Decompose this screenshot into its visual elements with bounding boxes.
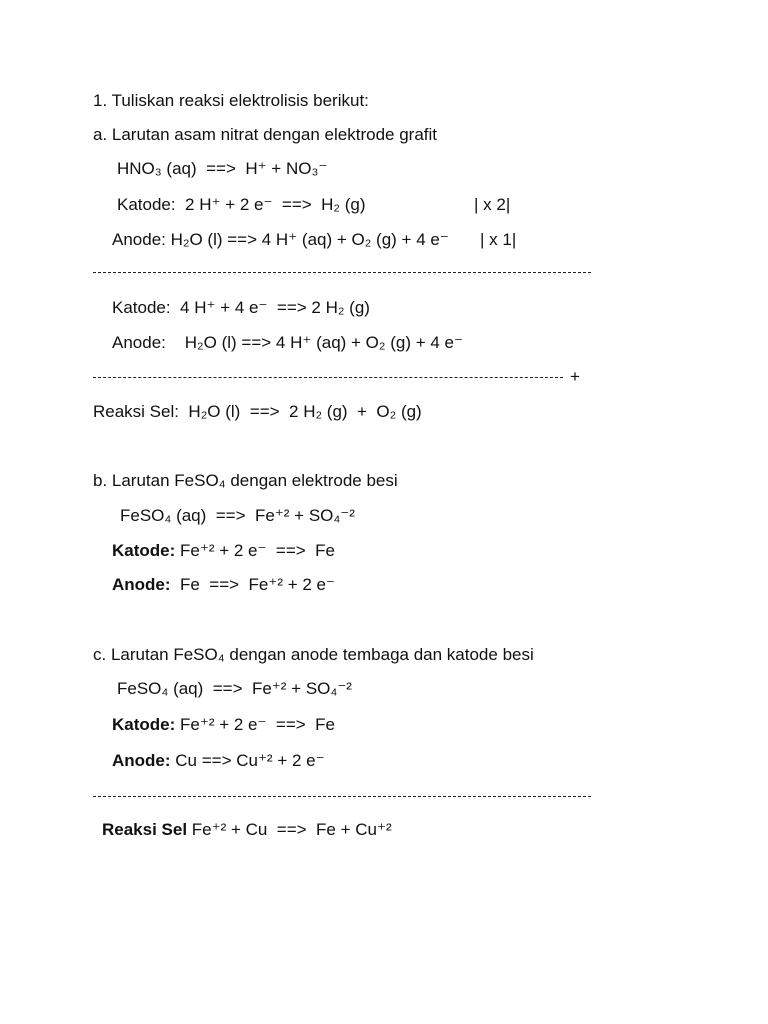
part-b-katode bbox=[112, 540, 335, 562]
part-a-katode-1: Katode: 2 H⁺ + 2 e⁻ ==> H₂ (g) bbox=[117, 195, 366, 214]
cell-reaction-equation: Fe⁺² + Cu ==> Fe + Cu⁺² bbox=[187, 820, 392, 839]
part-b-anode bbox=[112, 574, 335, 596]
question-title: 1. Tuliskan reaksi elektrolisis berikut: bbox=[93, 91, 369, 110]
part-a-katode-1-multiplier: | x 2| bbox=[474, 195, 511, 214]
sum-sign: + bbox=[570, 367, 580, 386]
part-c-anode bbox=[112, 750, 325, 772]
anode-label: Anode: bbox=[112, 751, 171, 770]
part-a-anode-1-multiplier: | x 1| bbox=[480, 230, 517, 249]
anode-equation: Cu ==> Cu⁺² + 2 e⁻ bbox=[170, 751, 325, 770]
cell-reaction-label: Reaksi Sel bbox=[102, 820, 188, 839]
divider-line bbox=[93, 377, 563, 378]
part-a-katode-2: Katode: 4 H⁺ + 4 e⁻ ==> 2 H₂ (g) bbox=[112, 298, 370, 317]
katode-equation: Fe⁺² + 2 e⁻ ==> Fe bbox=[175, 715, 335, 734]
part-c-cell-reaction bbox=[102, 819, 392, 841]
anode-equation: Fe ==> Fe⁺² + 2 e⁻ bbox=[170, 575, 335, 594]
part-a-cell-reaction: Reaksi Sel: H₂O (l) ==> 2 H₂ (g) + O₂ (g) bbox=[93, 402, 422, 421]
part-a-anode-2: Anode: H₂O (l) ==> 4 H⁺ (aq) + O₂ (g) + 4 e⁻ bbox=[112, 333, 463, 352]
anode-label: Anode: bbox=[112, 575, 171, 594]
divider-line bbox=[93, 796, 591, 797]
part-a-anode-1: Anode: H₂O (l) ==> 4 H⁺ (aq) + O₂ (g) + 4 e⁻ bbox=[112, 230, 449, 249]
katode-label: Katode: bbox=[112, 541, 176, 560]
part-b-ionization: FeSO₄ (aq) ==> Fe⁺² + SO₄⁻² bbox=[120, 506, 355, 525]
part-a-title: a. Larutan asam nitrat dengan elektrode grafit bbox=[93, 125, 437, 144]
katode-label: Katode: bbox=[112, 715, 176, 734]
katode-equation: Fe⁺² + 2 e⁻ ==> Fe bbox=[175, 541, 335, 560]
part-b-title: b. Larutan FeSO₄ dengan elektrode besi bbox=[93, 471, 398, 490]
divider-line bbox=[93, 272, 591, 273]
part-c-katode bbox=[112, 714, 335, 736]
part-c-ionization: FeSO₄ (aq) ==> Fe⁺² + SO₄⁻² bbox=[117, 679, 352, 698]
part-c-title: c. Larutan FeSO₄ dengan anode tembaga dan katode besi bbox=[93, 645, 534, 664]
part-a-ionization: HNO₃ (aq) ==> H⁺ + NO₃⁻ bbox=[117, 159, 328, 178]
